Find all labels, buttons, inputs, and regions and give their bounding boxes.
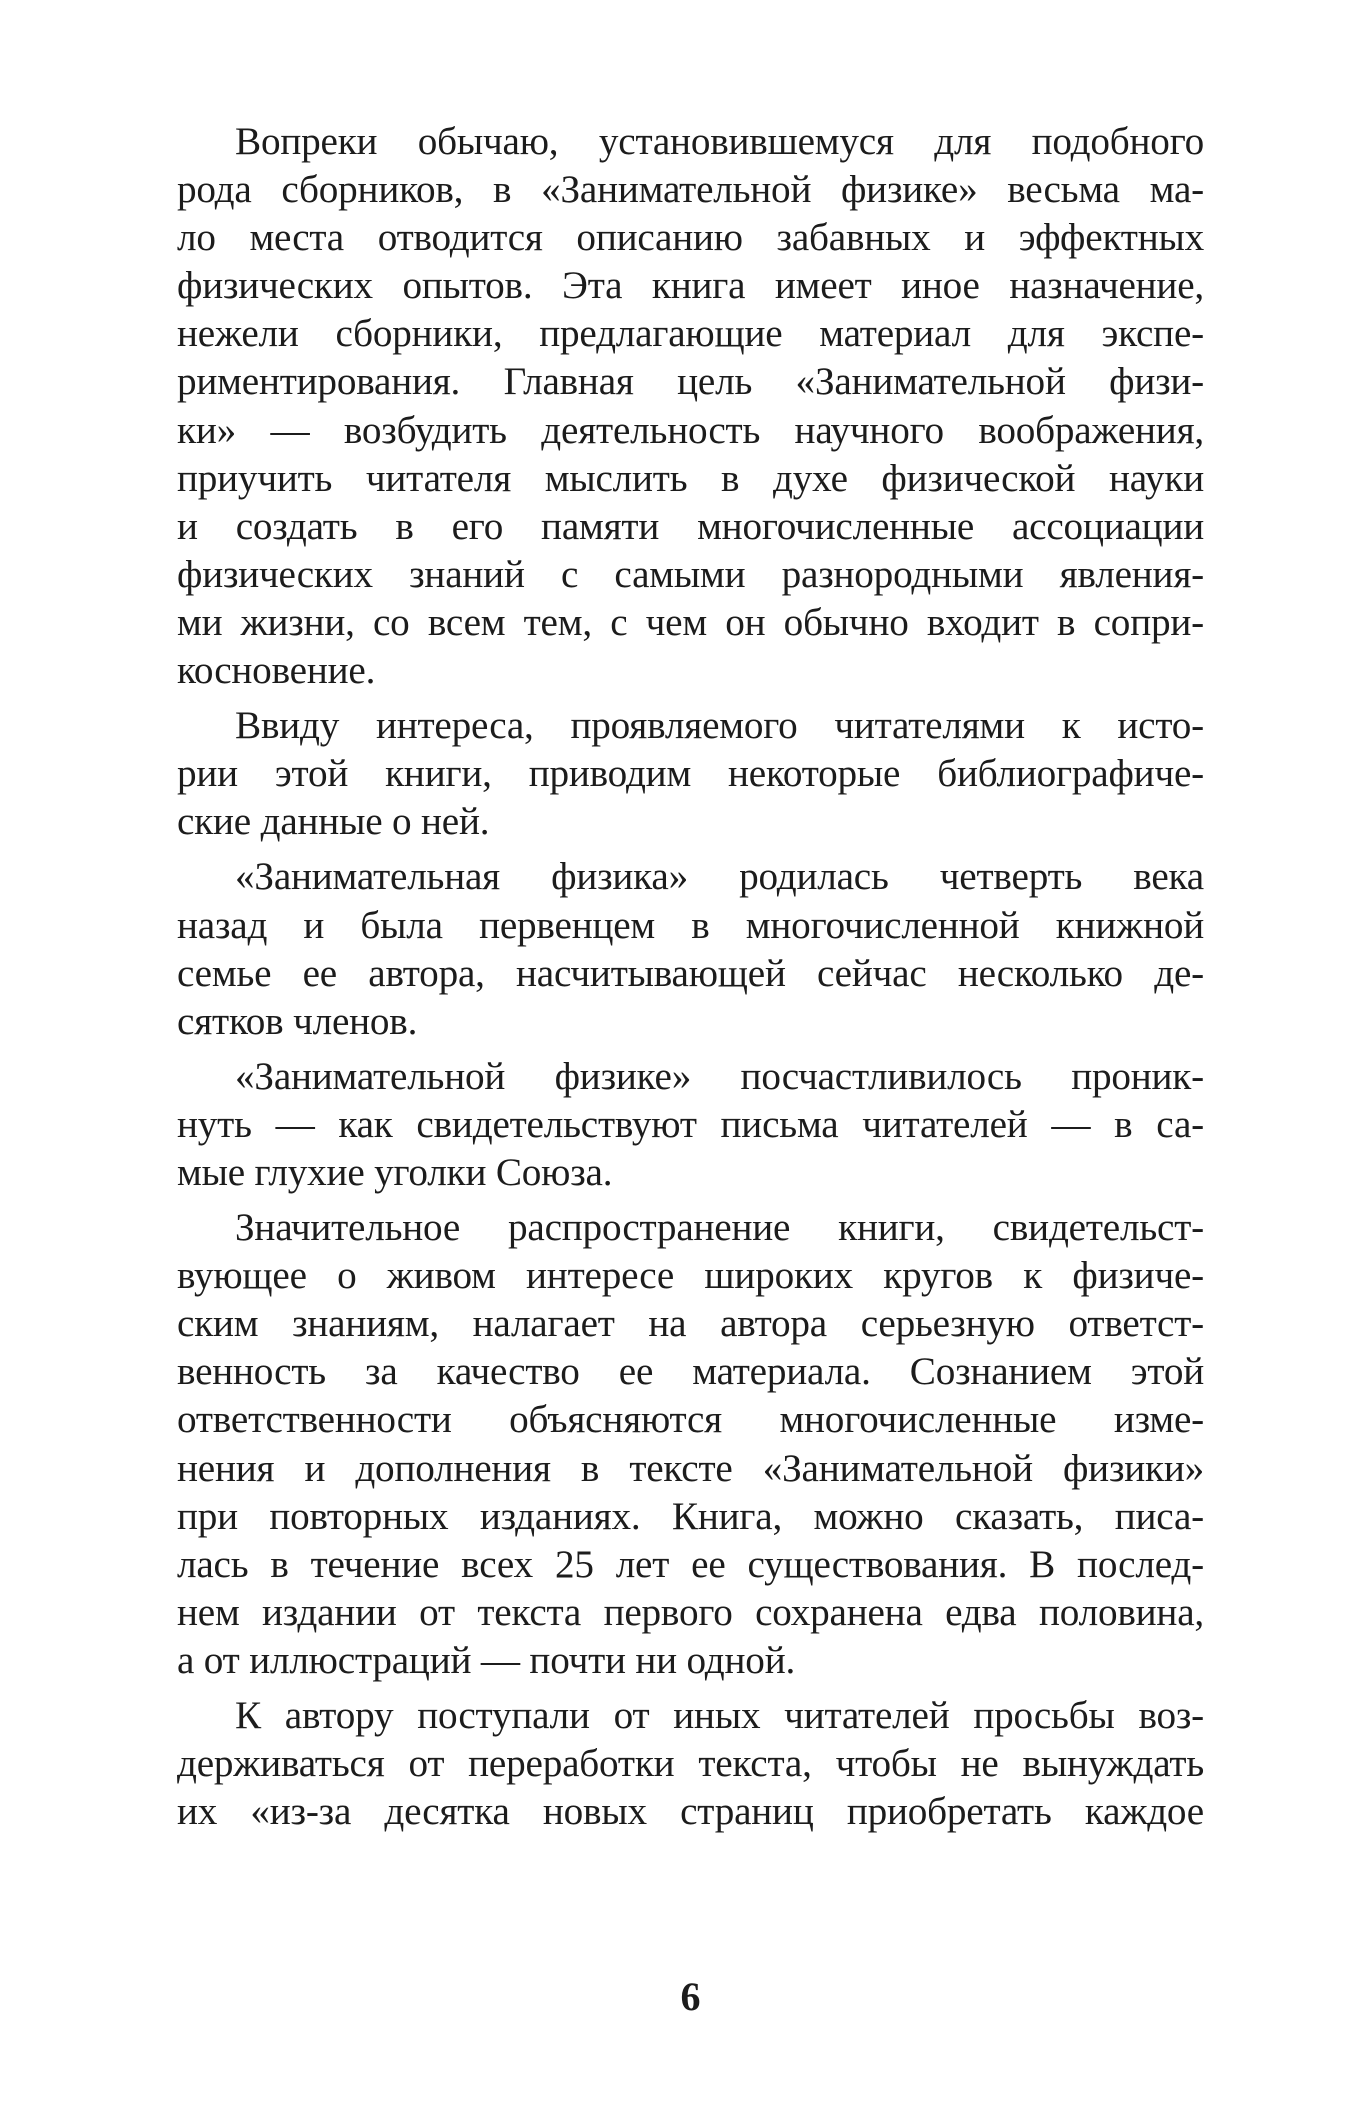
text-line: «Занимательная физика» родилась четверть века — [235, 855, 1204, 899]
text-line: нежели сборники, предлагающие материал для экспе- — [177, 312, 1204, 356]
paragraph — [177, 118, 1204, 695]
text-line: приучить читателя мыслить в духе физической науки — [177, 456, 1204, 500]
text-line: «Занимательной физике» посчастливилось проник- — [235, 1054, 1204, 1098]
paragraph — [177, 853, 1204, 1045]
text-line: рода сборников, в «Занимательной физике» весьма ма- — [177, 168, 1204, 212]
text-line: нения и дополнения в тексте «Занимательной физики» — [177, 1446, 1204, 1490]
text-line: ским знаниям, налагает на автора серьезную ответст- — [177, 1302, 1204, 1346]
text-line: при повторных изданиях. Книга, можно сказать, писа- — [177, 1494, 1204, 1538]
text-line: ские данные о ней. — [177, 800, 490, 844]
text-line: держиваться от переработки текста, чтобы не вынуждать — [177, 1742, 1204, 1786]
text-line: их «из-за десятка новых страниц приобретать каждое — [177, 1790, 1204, 1834]
text-line: семье ее автора, насчитывающей сейчас несколько де- — [177, 951, 1204, 995]
text-line: а от иллюстраций — почти ни одной. — [177, 1638, 796, 1682]
text-line: Вопреки обычаю, установившемуся для подобного — [235, 120, 1204, 163]
paragraph — [177, 702, 1204, 846]
body-text — [177, 118, 1204, 1836]
text-line: физических опытов. Эта книга имеет иное назначение, — [177, 264, 1204, 308]
text-line: и создать в его памяти многочисленные ассоциации — [177, 504, 1204, 548]
paragraph — [177, 1692, 1204, 1836]
text-line: ответственности объясняются многочисленные изме- — [177, 1398, 1204, 1442]
text-line: вующее о живом интересе широких кругов к физиче- — [177, 1254, 1204, 1298]
text-line: Значительное распространение книги, свидетельст- — [235, 1206, 1204, 1250]
text-line: сятков членов. — [177, 999, 418, 1043]
text-line: рии этой книги, приводим некоторые библиографиче- — [177, 752, 1204, 796]
text-line: физических знаний с самыми разнородными явления- — [177, 552, 1204, 596]
page-number: 6 — [680, 1974, 701, 2019]
text-line: ки» — возбудить деятельность научного воображения, — [177, 408, 1204, 452]
text-line: К автору поступали от иных читателей просьбы воз- — [235, 1694, 1204, 1737]
text-line: нем издании от текста первого сохранена едва половина, — [177, 1590, 1204, 1634]
text-line: косновение. — [177, 649, 376, 693]
text-line: риментирования. Главная цель «Занимательной физи- — [177, 360, 1204, 404]
paragraph — [177, 1204, 1204, 1685]
text-line: назад и была первенцем в многочисленной книжной — [177, 903, 1204, 947]
text-line: лась в течение всех 25 лет ее существования. В послед- — [177, 1542, 1204, 1586]
paragraph — [177, 1053, 1204, 1197]
book-page — [177, 118, 1204, 2058]
text-line: Ввиду интереса, проявляемого читателями к исто- — [235, 704, 1204, 748]
text-line: ми жизни, со всем тем, с чем он обычно входит в сопри- — [177, 600, 1204, 644]
text-line: нуть — как свидетельствуют письма читателей — в са- — [177, 1102, 1204, 1146]
text-line: венность за качество ее материала. Сознанием этой — [177, 1350, 1204, 1394]
text-line: ло места отводится описанию забавных и эффектных — [177, 216, 1204, 260]
text-line: мые глухие уголки Союза. — [177, 1150, 613, 1194]
